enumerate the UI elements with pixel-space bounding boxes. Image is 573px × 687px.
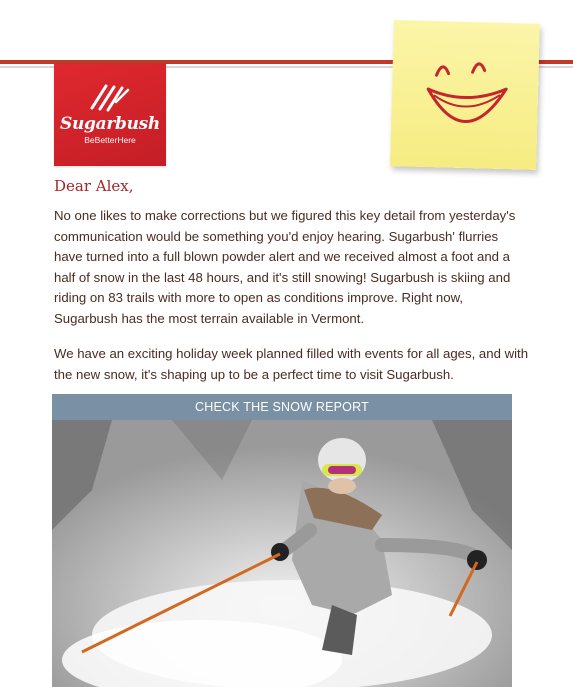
- sticky-note: [390, 20, 540, 170]
- check-snow-report-button[interactable]: CHECK THE SNOW REPORT: [52, 394, 512, 420]
- body-paragraph-2: We have an exciting holiday week planned filled with events for all ages, and with the new snow, it's shaping up to be a perfect time to visit Sugarbush.: [54, 346, 529, 382]
- logo-tagline: BeBetterHere: [84, 135, 136, 145]
- body-paragraph-1: No one likes to make corrections but we figured this key detail from yesterday's communication would be something you'd enjoy hearing. Sugarbush' flurries have turned into a full blown powder alert and we received almost a foot and a half of snow in the last 48 hours, and it's still snowing! Sugarbush is skiing and riding on 83 trails with more to open as conditions improve. Right now, Sugarbush has the most terrain available in Vermont.: [54, 208, 516, 326]
- skier-photo-illustration: [52, 420, 512, 687]
- sugarbush-logo[interactable]: [54, 64, 166, 166]
- email-greeting: Dear Alex,: [54, 177, 134, 195]
- logo-wordmark: Sugarbush: [60, 114, 160, 134]
- ski-tracks-icon: [88, 82, 132, 112]
- smiley-face-icon: [390, 20, 540, 170]
- hero-skier-image[interactable]: [52, 420, 512, 687]
